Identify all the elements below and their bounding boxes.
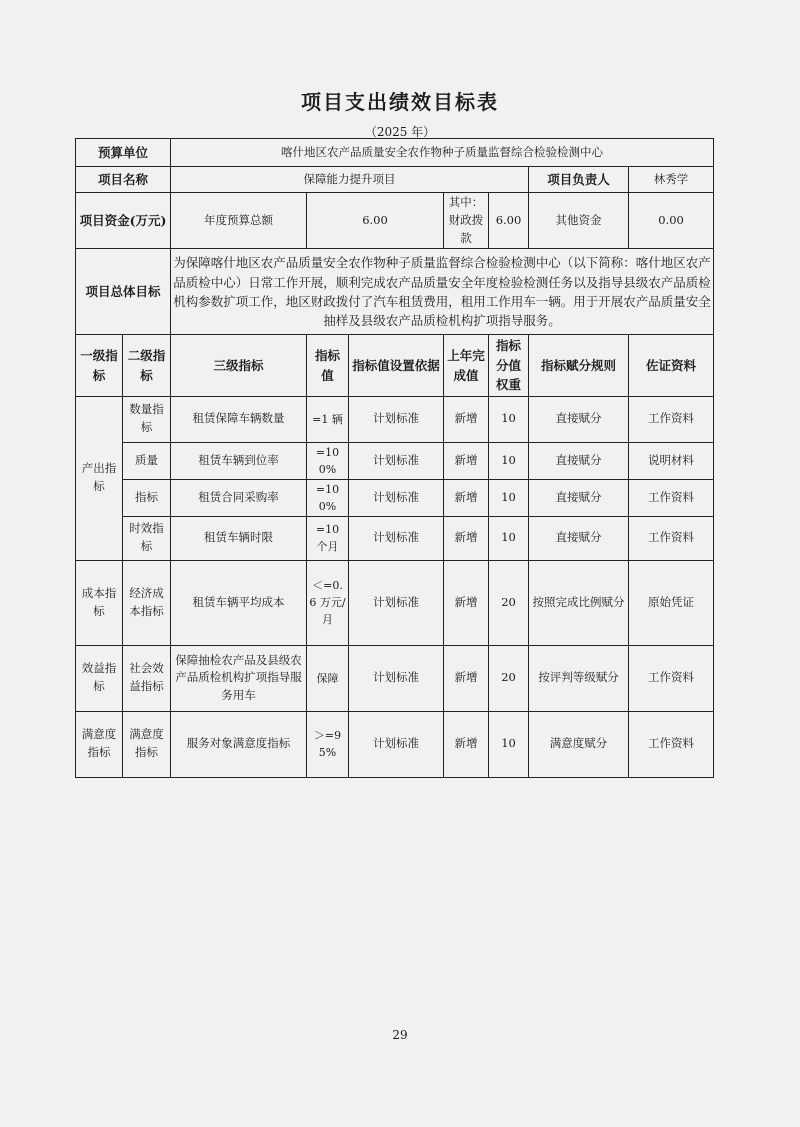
row-evidence: 工作资料 [629, 711, 714, 777]
row-l2: 数量指标 [123, 396, 171, 442]
row-weight: 10 [489, 396, 529, 442]
row-evidence: 工作资料 [629, 396, 714, 442]
row-l2: 指标 [123, 479, 171, 516]
header-level2: 二级指标 [123, 335, 171, 396]
row-basis: 计划标准 [349, 711, 444, 777]
row-last-year: 新增 [444, 479, 489, 516]
row-l2: 质量 [123, 442, 171, 479]
row-basis: 计划标准 [349, 560, 444, 645]
project-fund-row [76, 193, 714, 249]
other-funds-label: 其他资金 [529, 193, 629, 249]
performance-target-table [75, 138, 714, 778]
row-evidence: 工作资料 [629, 479, 714, 516]
row-evidence: 原始凭证 [629, 560, 714, 645]
overall-goal-label: 项目总体目标 [76, 249, 171, 335]
row-value: =10 个月 [307, 516, 349, 560]
row-basis: 计划标准 [349, 645, 444, 711]
row-rule: 直接赋分 [529, 516, 629, 560]
fiscal-funding-label: 其中：财政拨款 [444, 193, 489, 249]
row-last-year: 新增 [444, 645, 489, 711]
row-l3: 保障抽检农产品及县级农产品质检机构扩项指导服务用车 [171, 645, 307, 711]
group-satisfaction: 满意度指标 [76, 711, 123, 777]
table-row [76, 711, 714, 777]
table-row [76, 516, 714, 560]
header-rule: 指标赋分规则 [529, 335, 629, 396]
table-row [76, 442, 714, 479]
row-l3: 租赁车辆到位率 [171, 442, 307, 479]
row-evidence: 工作资料 [629, 645, 714, 711]
header-value: 指标值 [307, 335, 349, 396]
row-weight: 10 [489, 516, 529, 560]
row-l3: 租赁合同采购率 [171, 479, 307, 516]
row-l3: 租赁车辆平均成本 [171, 560, 307, 645]
row-rule: 直接赋分 [529, 396, 629, 442]
row-value: =100% [307, 442, 349, 479]
group-cost: 成本指标 [76, 560, 123, 645]
row-l2: 经济成本指标 [123, 560, 171, 645]
indicator-header-row [76, 335, 714, 396]
row-basis: 计划标准 [349, 479, 444, 516]
table-row [76, 396, 714, 442]
row-value: =1 辆 [307, 396, 349, 442]
row-l3: 服务对象满意度指标 [171, 711, 307, 777]
overall-goal-text: 为保障喀什地区农产品质量安全农作物种子质量监督综合检验检测中心（以下简称：喀什地区农产品质检中心）日常工作开展，顺利完成农产品质量安全年度检验检测任务以及指导县级农产品质检机构参数扩项工作，地区财政拨付了汽车租赁费用，租用工作用车一辆。用于开展农产品质量安全抽样及县级农产品质检机构扩项指导服务。 [171, 249, 714, 335]
page-title: 项目支出绩效目标表 [301, 90, 499, 114]
page-year: （2025 年） [364, 125, 436, 139]
header-level3: 三级指标 [171, 335, 307, 396]
table-row [76, 479, 714, 516]
header-basis: 指标值设置依据 [349, 335, 444, 396]
row-rule: 按照完成比例赋分 [529, 560, 629, 645]
row-last-year: 新增 [444, 516, 489, 560]
project-name-value: 保障能力提升项目 [171, 167, 529, 193]
group-benefit: 效益指标 [76, 645, 123, 711]
group-output: 产出指标 [76, 396, 123, 560]
row-basis: 计划标准 [349, 396, 444, 442]
header-last-year: 上年完成值 [444, 335, 489, 396]
row-weight: 20 [489, 560, 529, 645]
project-name-row [76, 167, 714, 193]
row-l3: 租赁保障车辆数量 [171, 396, 307, 442]
row-value: ＞=95% [307, 711, 349, 777]
header-level1: 一级指标 [76, 335, 123, 396]
budget-unit-row [76, 139, 714, 167]
row-value: =100% [307, 479, 349, 516]
budget-unit-value: 喀什地区农产品质量安全农作物种子质量监督综合检验检测中心 [171, 139, 714, 167]
page-number: 29 [392, 1028, 408, 1042]
fiscal-funding-value: 6.00 [489, 193, 529, 249]
overall-goal-row [76, 249, 714, 335]
row-l2: 时效指标 [123, 516, 171, 560]
annual-budget-label: 年度预算总额 [171, 193, 307, 249]
row-basis: 计划标准 [349, 442, 444, 479]
table-row [76, 560, 714, 645]
table-row [76, 645, 714, 711]
row-rule: 直接赋分 [529, 442, 629, 479]
row-weight: 10 [489, 711, 529, 777]
row-l2: 满意度指标 [123, 711, 171, 777]
row-rule: 直接赋分 [529, 479, 629, 516]
project-fund-label: 项目资金(万元) [76, 193, 171, 249]
other-funds-value: 0.00 [629, 193, 714, 249]
row-weight: 20 [489, 645, 529, 711]
row-basis: 计划标准 [349, 516, 444, 560]
row-last-year: 新增 [444, 396, 489, 442]
project-leader-value: 林秀学 [629, 167, 714, 193]
project-name-label: 项目名称 [76, 167, 171, 193]
row-l2: 社会效益指标 [123, 645, 171, 711]
project-leader-label: 项目负责人 [529, 167, 629, 193]
row-l3: 租赁车辆时限 [171, 516, 307, 560]
row-rule: 按评判等级赋分 [529, 645, 629, 711]
header-evidence: 佐证资料 [629, 335, 714, 396]
row-evidence: 说明材料 [629, 442, 714, 479]
row-last-year: 新增 [444, 560, 489, 645]
row-weight: 10 [489, 442, 529, 479]
row-evidence: 工作资料 [629, 516, 714, 560]
annual-budget-value: 6.00 [307, 193, 444, 249]
row-last-year: 新增 [444, 711, 489, 777]
row-value: 保障 [307, 645, 349, 711]
row-last-year: 新增 [444, 442, 489, 479]
row-weight: 10 [489, 479, 529, 516]
header-weight: 指标分值权重 [489, 335, 529, 396]
row-value: ＜=0.6 万元/月 [307, 560, 349, 645]
row-rule: 满意度赋分 [529, 711, 629, 777]
budget-unit-label: 预算单位 [76, 139, 171, 167]
